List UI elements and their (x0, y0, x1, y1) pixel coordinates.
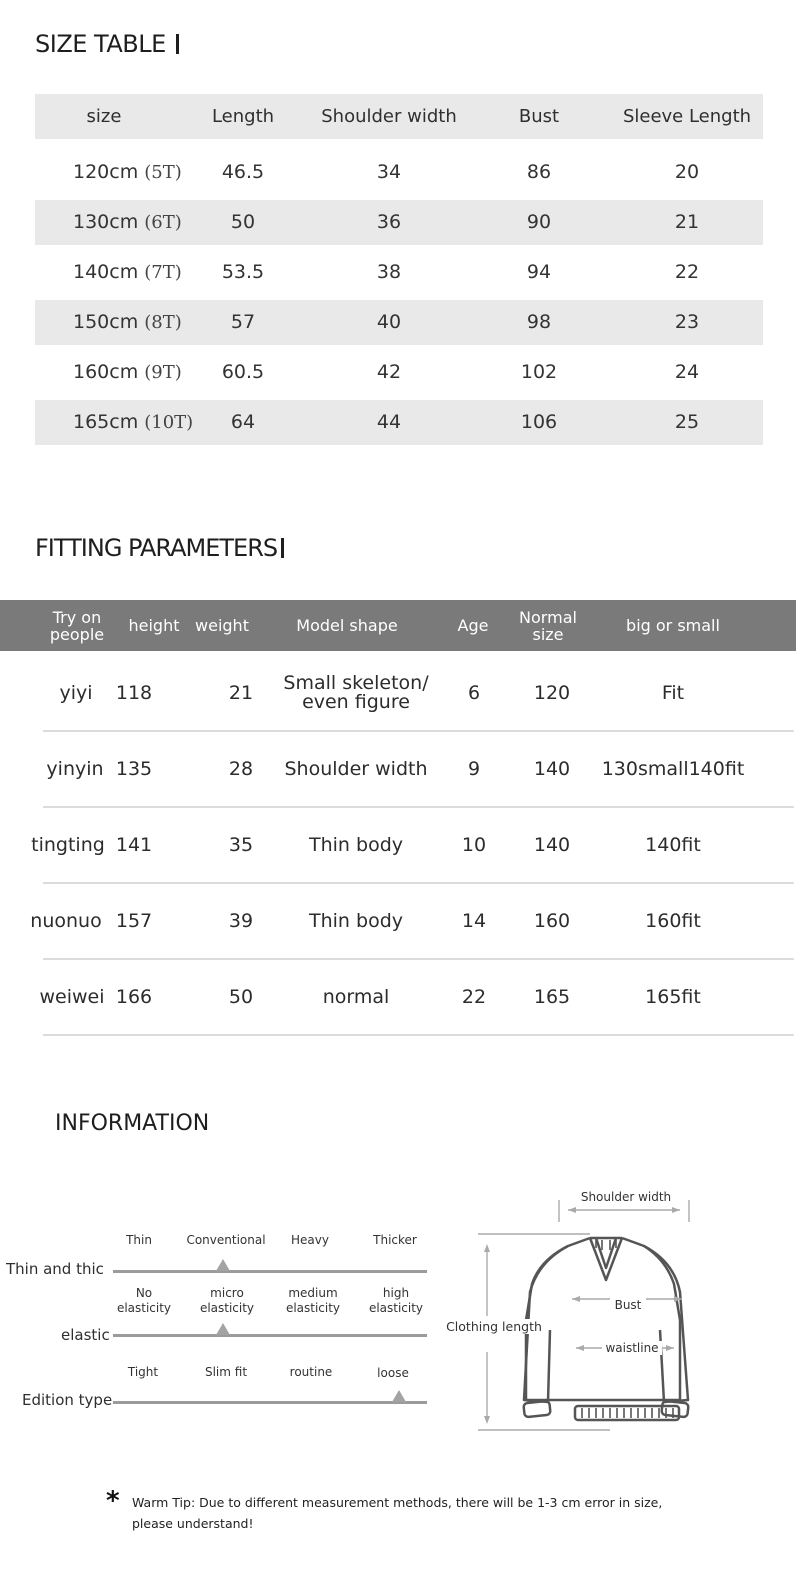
scale-marker-edition (392, 1390, 406, 1402)
diagram-label-bust: Bust (610, 1298, 646, 1312)
size-row (35, 200, 763, 245)
col-header-normal-size: Normal size (519, 607, 577, 644)
scale-option: loose (377, 1366, 409, 1380)
model-weight: 35 (228, 833, 254, 856)
size-value: 140cm (73, 261, 139, 283)
scale-line-edition (113, 1401, 427, 1404)
length-value: 64 (230, 411, 256, 433)
model-shape: Thin body (309, 833, 403, 856)
model-name: tingting (31, 833, 105, 856)
fitting-row (0, 960, 800, 1036)
col-header-bust: Bust (518, 106, 560, 127)
scale-option: micro elasticity (199, 1286, 255, 1315)
size-age: (8T) (144, 312, 182, 333)
sleeve-value: 22 (674, 261, 700, 283)
scale-option: Slim fit (204, 1365, 248, 1379)
scale-option: medium elasticity (285, 1286, 341, 1315)
diagram-label-shoulder: Shoulder width (576, 1190, 676, 1204)
size-value: 120cm (73, 161, 139, 183)
size-age: (7T) (144, 262, 182, 283)
fitting-heading: FITTING PARAMETERS (35, 534, 284, 562)
length-value: 50 (230, 211, 256, 233)
col-header-size: size (86, 106, 122, 127)
scale-marker-elastic (216, 1323, 230, 1335)
model-weight: 28 (228, 757, 254, 780)
size-table (35, 94, 763, 445)
scale-marker-thickness (216, 1259, 230, 1271)
diagram-label-length: Clothing length (444, 1319, 544, 1334)
model-normal-size: 140 (533, 757, 571, 780)
model-weight: 21 (228, 681, 254, 704)
bust-value: 86 (526, 161, 552, 183)
scale-option: Conventional (186, 1233, 266, 1247)
scale-option: No elasticity (116, 1286, 172, 1315)
row-divider (43, 1034, 794, 1036)
sweater-icon (440, 1180, 760, 1440)
model-age: 14 (461, 909, 487, 932)
sleeve-value: 21 (674, 211, 700, 233)
scale-label-elastic: elastic (61, 1326, 110, 1344)
size-table-heading: SIZE TABLE (35, 30, 179, 58)
size-value: 130cm (73, 211, 139, 233)
model-fit: 165fit (645, 985, 701, 1008)
shoulder-value: 34 (376, 161, 402, 183)
fitting-row (0, 808, 800, 884)
size-age: (10T) (144, 412, 194, 433)
model-age: 10 (461, 833, 487, 856)
scale-option: Thicker (373, 1233, 417, 1247)
scale-label-edition: Edition type (22, 1391, 113, 1409)
size-row (35, 400, 763, 445)
col-header-length: Length (211, 106, 275, 127)
size-row (35, 350, 763, 395)
shoulder-value: 38 (376, 261, 402, 283)
model-shape: Small skeleton/ even figure (283, 672, 429, 713)
model-normal-size: 160 (533, 909, 571, 932)
model-age: 9 (467, 757, 481, 780)
model-fit: 160fit (645, 909, 701, 932)
scale-option: Tight (127, 1365, 159, 1379)
information-heading: INFORMATION (55, 1111, 210, 1136)
scale-option: routine (289, 1365, 333, 1379)
model-name: weiwei (39, 985, 105, 1008)
sweater-diagram (440, 1180, 760, 1440)
size-age: (5T) (144, 162, 182, 183)
warm-tip-text: Warm Tip: Due to different measurement methods, there will be 1-3 cm error in size, please understand! (132, 1495, 663, 1531)
model-name: nuonuo (30, 909, 102, 932)
model-age: 6 (467, 681, 481, 704)
sleeve-value: 20 (674, 161, 700, 183)
model-weight: 39 (228, 909, 254, 932)
model-height: 135 (115, 757, 153, 780)
bust-value: 90 (526, 211, 552, 233)
col-header-weight: weight (195, 616, 249, 635)
bust-value: 94 (526, 261, 552, 283)
col-header-shape: Model shape (296, 616, 398, 635)
model-normal-size: 140 (533, 833, 571, 856)
col-header-height: height (128, 616, 180, 635)
shoulder-value: 36 (376, 211, 402, 233)
size-row (35, 250, 763, 295)
size-age: (6T) (144, 212, 182, 233)
shoulder-value: 40 (376, 311, 402, 333)
sleeve-value: 25 (674, 411, 700, 433)
size-row (35, 300, 763, 345)
bust-value: 106 (520, 411, 558, 433)
model-fit: Fit (661, 681, 685, 704)
model-height: 141 (115, 833, 153, 856)
bust-value: 102 (520, 361, 558, 383)
size-table-header-row (35, 94, 763, 139)
scale-option: high elasticity (368, 1286, 424, 1315)
fitting-row (0, 884, 800, 960)
size-value: 150cm (73, 311, 139, 333)
col-header-shoulder: Shoulder width (321, 106, 457, 127)
length-value: 53.5 (221, 261, 265, 283)
model-height: 157 (115, 909, 153, 932)
model-shape: Thin body (309, 909, 403, 932)
scale-option: Heavy (291, 1233, 329, 1247)
model-normal-size: 120 (533, 681, 571, 704)
model-height: 118 (115, 681, 153, 704)
length-value: 46.5 (221, 161, 265, 183)
bust-value: 98 (526, 311, 552, 333)
size-row (35, 150, 763, 195)
col-header-fit: big or small (626, 616, 720, 635)
model-weight: 50 (228, 985, 254, 1008)
asterisk-icon: * (106, 1486, 120, 1516)
heading-bar (176, 34, 179, 54)
col-header-sleeve: Sleeve Length (622, 106, 752, 127)
heading-bar (281, 538, 284, 558)
length-value: 57 (230, 311, 256, 333)
sleeve-value: 24 (674, 361, 700, 383)
shoulder-value: 44 (376, 411, 402, 433)
size-age: (9T) (144, 362, 182, 383)
fitting-header-row (0, 600, 796, 651)
model-fit: 140fit (645, 833, 701, 856)
length-value: 60.5 (221, 361, 265, 383)
model-normal-size: 165 (533, 985, 571, 1008)
model-height: 166 (115, 985, 153, 1008)
sleeve-value: 23 (674, 311, 700, 333)
col-header-age: Age (457, 616, 489, 635)
fitting-row (0, 732, 800, 808)
col-header-try-on: Try on people (49, 607, 105, 644)
model-shape: Shoulder width (284, 757, 428, 780)
shoulder-value: 42 (376, 361, 402, 383)
model-fit: 130small140fit (601, 757, 745, 780)
scale-option: Thin (126, 1233, 152, 1247)
model-shape: normal (322, 985, 390, 1008)
diagram-label-waist: waistline (602, 1341, 662, 1355)
scale-line-thickness (113, 1270, 427, 1273)
fitting-row (0, 656, 800, 732)
scale-line-elastic (113, 1334, 427, 1337)
scale-label-thickness: Thin and thic (6, 1260, 104, 1278)
model-age: 22 (461, 985, 487, 1008)
size-value: 160cm (73, 361, 139, 383)
model-name: yiyi (59, 681, 93, 704)
model-name: yinyin (46, 757, 104, 780)
size-value: 165cm (73, 411, 139, 433)
